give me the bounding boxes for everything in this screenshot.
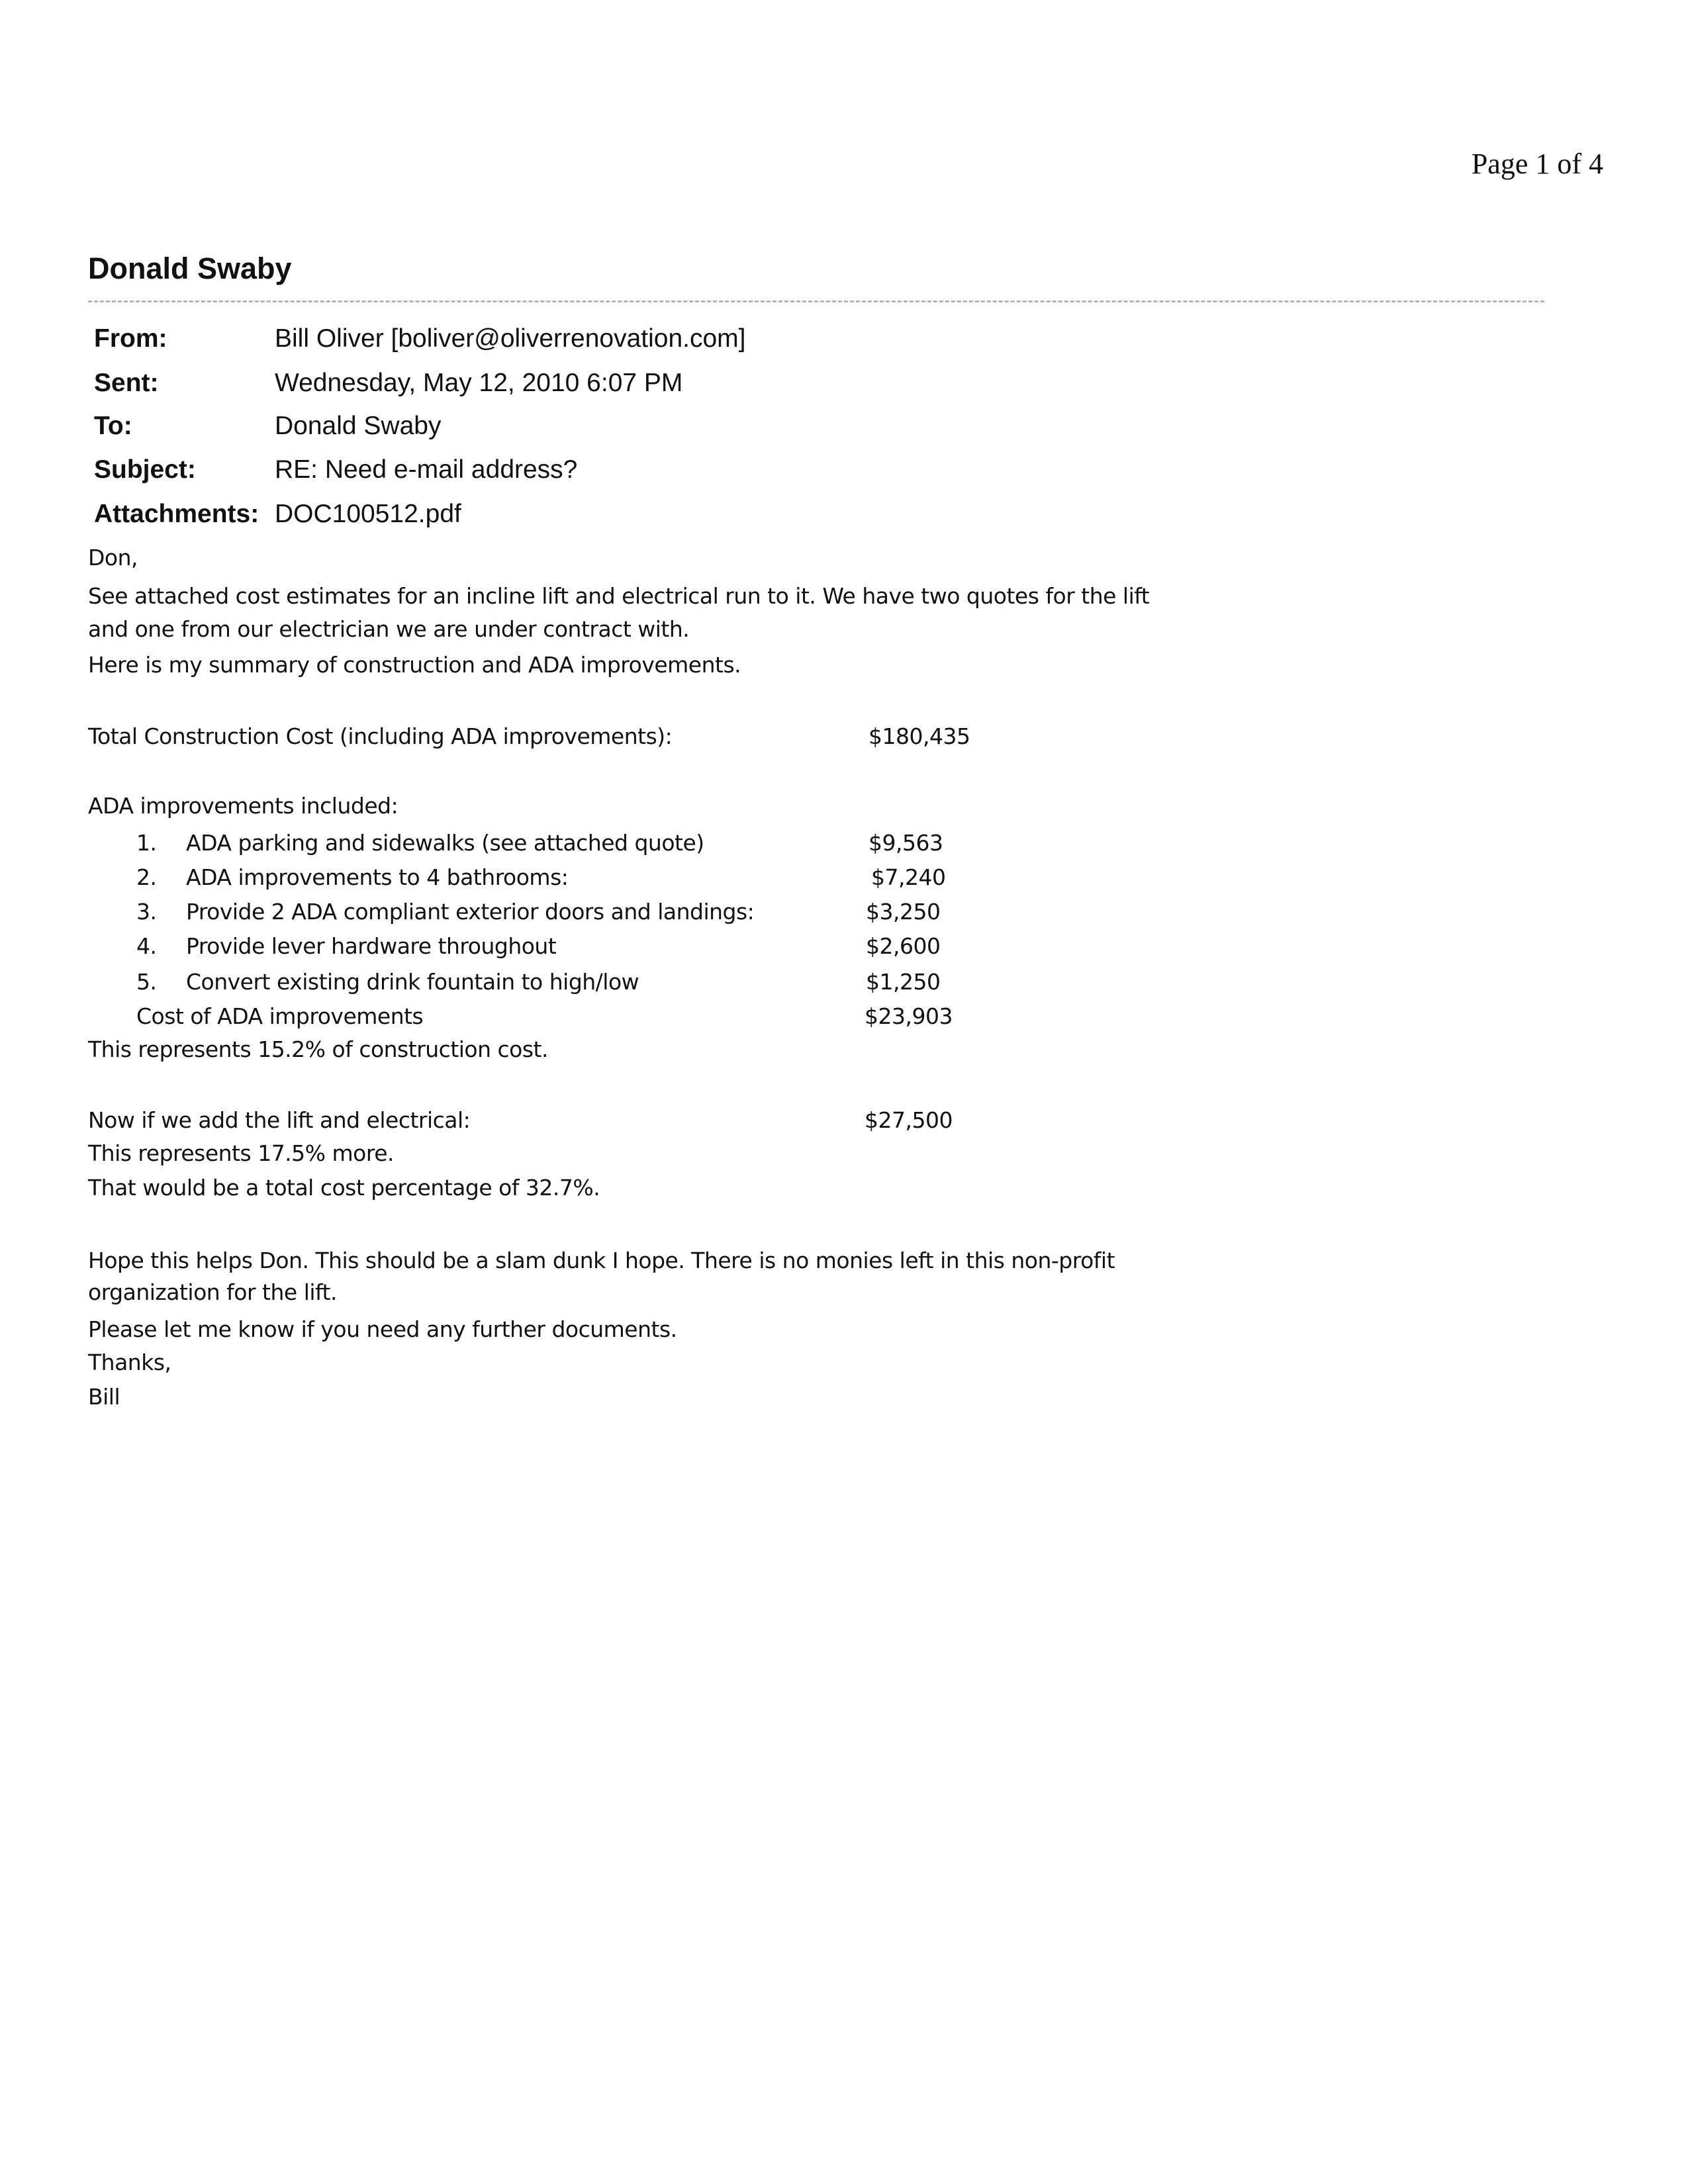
intro-line: Here is my summary of construction and ADA improvements.: [88, 652, 741, 678]
ada-item-number: 5.: [136, 969, 157, 995]
signature-name: Bill: [88, 1384, 120, 1410]
header-divider: [88, 300, 1544, 302]
sign-off: Thanks,: [88, 1349, 171, 1375]
lift-amount: $27,500: [865, 1107, 953, 1133]
subject-label: Subject:: [94, 455, 196, 484]
ada-item-text: Convert existing drink fountain to high/low: [186, 969, 639, 995]
ada-item-text: Provide 2 ADA compliant exterior doors and landings:: [186, 899, 755, 925]
ada-heading: ADA improvements included:: [88, 793, 399, 819]
ada-item-amount: $9,563: [868, 830, 943, 856]
from-label: From:: [94, 324, 167, 353]
attachments-label: Attachments:: [94, 500, 259, 528]
total-cost-label: Total Construction Cost (including ADA improvements):: [88, 723, 673, 749]
from-value: Bill Oliver [boliver@oliverrenovation.com]: [275, 324, 746, 353]
mailbox-owner-title: Donald Swaby: [88, 251, 292, 285]
closing-line: Please let me know if you need any further documents.: [88, 1316, 677, 1342]
to-label: To:: [94, 412, 132, 440]
ada-percent: This represents 15.2% of construction cost.: [88, 1036, 548, 1062]
ada-item-number: 3.: [136, 899, 157, 925]
subject-value: RE: Need e-mail address?: [275, 455, 578, 484]
ada-item-number: 1.: [136, 830, 157, 856]
greeting: Don,: [88, 545, 138, 570]
lift-label: Now if we add the lift and electrical:: [88, 1107, 471, 1133]
closing-line: Hope this helps Don. This should be a slam dunk I hope. There is no monies left in this non-profit: [88, 1248, 1115, 1273]
ada-item-number: 4.: [136, 933, 157, 959]
ada-item-text: ADA improvements to 4 bathrooms:: [186, 864, 569, 890]
sent-label: Sent:: [94, 369, 159, 397]
ada-cost-amount: $23,903: [865, 1003, 953, 1029]
total-cost-amount: $180,435: [868, 723, 970, 749]
ada-cost-label: Cost of ADA improvements: [136, 1003, 424, 1029]
to-value: Donald Swaby: [275, 412, 442, 440]
ada-item-amount: $2,600: [866, 933, 941, 959]
page-number: Page 1 of 4: [1471, 148, 1603, 180]
lift-percent: This represents 17.5% more.: [88, 1140, 394, 1166]
intro-line: See attached cost estimates for an incline lift and electrical run to it. We have two quotes for the lift: [88, 583, 1150, 609]
ada-item-text: Provide lever hardware throughout: [186, 933, 557, 959]
ada-item-amount: $3,250: [866, 899, 941, 925]
total-percent: That would be a total cost percentage of 32.7%.: [88, 1175, 600, 1201]
attachment-file: DOC100512.pdf: [275, 500, 461, 528]
intro-line: and one from our electrician we are under contract with.: [88, 616, 690, 642]
sent-value: Wednesday, May 12, 2010 6:07 PM: [275, 369, 683, 397]
ada-item-amount: $1,250: [866, 969, 941, 995]
ada-item-number: 2.: [136, 864, 157, 890]
ada-item-amount: $7,240: [871, 864, 946, 890]
ada-item-text: ADA parking and sidewalks (see attached quote): [186, 830, 704, 856]
closing-line: organization for the lift.: [88, 1279, 337, 1305]
